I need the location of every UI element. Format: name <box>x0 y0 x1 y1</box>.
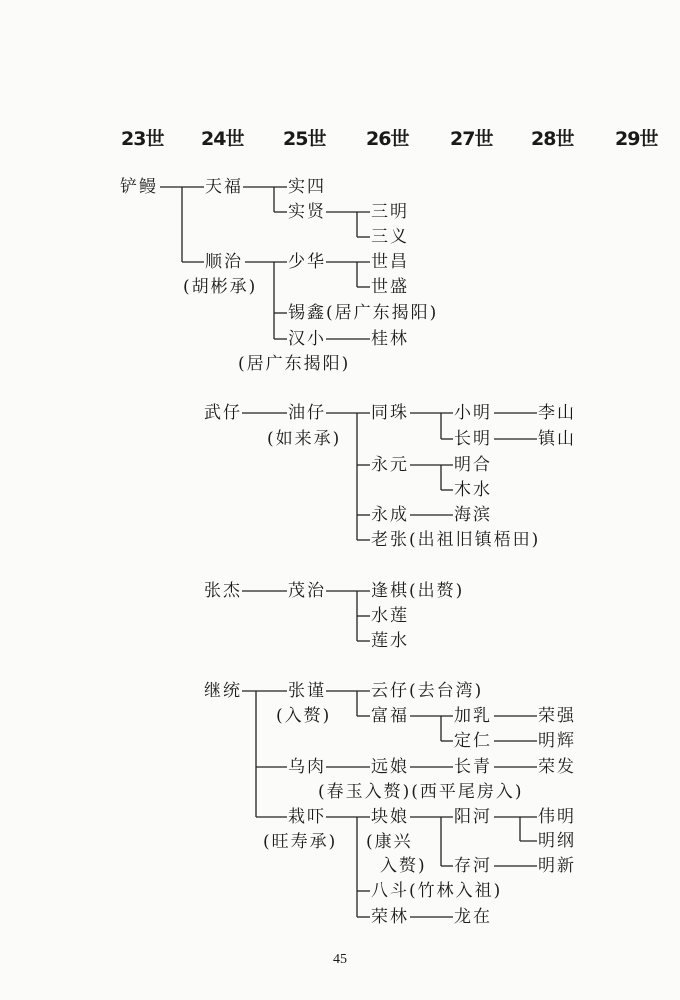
person-name: 顺治 <box>205 252 243 272</box>
person-name: 张谨 <box>288 681 326 701</box>
person-name: 逢棋(出赘) <box>371 581 465 601</box>
person-name: 铲鳗 <box>120 177 158 197</box>
person-name: 张杰 <box>204 581 242 601</box>
generation-header-28: 28世 <box>531 128 574 150</box>
person-name: 富福 <box>371 706 409 726</box>
person-name: 荣强 <box>538 706 576 726</box>
person-name: 荣林 <box>371 907 409 927</box>
person-name: 块娘 <box>371 807 409 827</box>
person-note: (春玉入赘)(西平尾房入) <box>318 782 524 802</box>
person-name: 海滨 <box>454 505 492 525</box>
person-name: 荣发 <box>538 757 576 777</box>
generation-header-26: 26世 <box>366 128 409 150</box>
generation-header-27: 27世 <box>450 128 493 150</box>
person-name: 远娘 <box>371 757 409 777</box>
person-name: 伟明 <box>538 807 576 827</box>
person-name: 天福 <box>205 177 243 197</box>
person-name: 少华 <box>288 252 326 272</box>
person-name: 水莲 <box>371 606 409 626</box>
person-name: 永成 <box>371 505 409 525</box>
page-number: 45 <box>333 952 347 967</box>
person-name: 云仔(去台湾) <box>371 681 484 701</box>
person-name: 明辉 <box>538 731 576 751</box>
person-name: 定仁 <box>454 731 492 751</box>
person-name: 汉小 <box>288 329 326 349</box>
person-name: 长明 <box>454 429 492 449</box>
person-note: 入赘) <box>380 856 427 876</box>
person-name: 油仔 <box>288 403 326 423</box>
person-name: 长青 <box>454 757 492 777</box>
person-name: 李山 <box>538 403 576 423</box>
person-note: (旺寿承) <box>263 832 338 852</box>
person-name: 加乳 <box>454 706 492 726</box>
person-name: 乌肉 <box>288 757 326 777</box>
generation-header-25: 25世 <box>283 128 326 150</box>
person-note: (胡彬承) <box>183 277 258 297</box>
person-name: 木水 <box>454 480 492 500</box>
person-name: 三明 <box>371 202 409 222</box>
generation-header-24: 24世 <box>201 128 244 150</box>
person-name: 老张(出祖旧镇梧田) <box>371 530 541 550</box>
person-note: (居广东揭阳) <box>238 354 351 374</box>
person-name: 三义 <box>371 227 409 247</box>
person-name: 莲水 <box>371 631 409 651</box>
person-name: 明纲 <box>538 831 576 851</box>
person-name: 八斗(竹林入祖) <box>371 881 503 901</box>
person-name: 茂治 <box>288 581 326 601</box>
generation-header-23: 23世 <box>121 128 164 150</box>
person-name: 龙在 <box>454 907 492 927</box>
person-name: 实贤 <box>288 202 326 222</box>
person-name: 锡鑫(居广东揭阳) <box>288 303 439 323</box>
person-name: 明合 <box>454 455 492 475</box>
person-name: 栽吓 <box>288 807 326 827</box>
person-name: 镇山 <box>538 429 576 449</box>
person-name: 阳河 <box>454 807 492 827</box>
person-name: 永元 <box>371 455 409 475</box>
person-name: 继统 <box>204 681 242 701</box>
person-name: 武仔 <box>204 403 242 423</box>
person-name: 存河 <box>454 856 492 876</box>
person-name: 世昌 <box>371 252 409 272</box>
person-name: 同珠 <box>371 403 409 423</box>
person-name: 世盛 <box>371 277 409 297</box>
generation-header-29: 29世 <box>615 128 658 150</box>
person-name: 实四 <box>288 177 326 197</box>
person-name: 桂林 <box>371 329 409 349</box>
person-note: (入赘) <box>276 706 332 726</box>
person-note: (如来承) <box>267 429 342 449</box>
person-name: 小明 <box>454 403 492 423</box>
person-name: 明新 <box>538 856 576 876</box>
person-note: (康兴 <box>366 832 413 852</box>
